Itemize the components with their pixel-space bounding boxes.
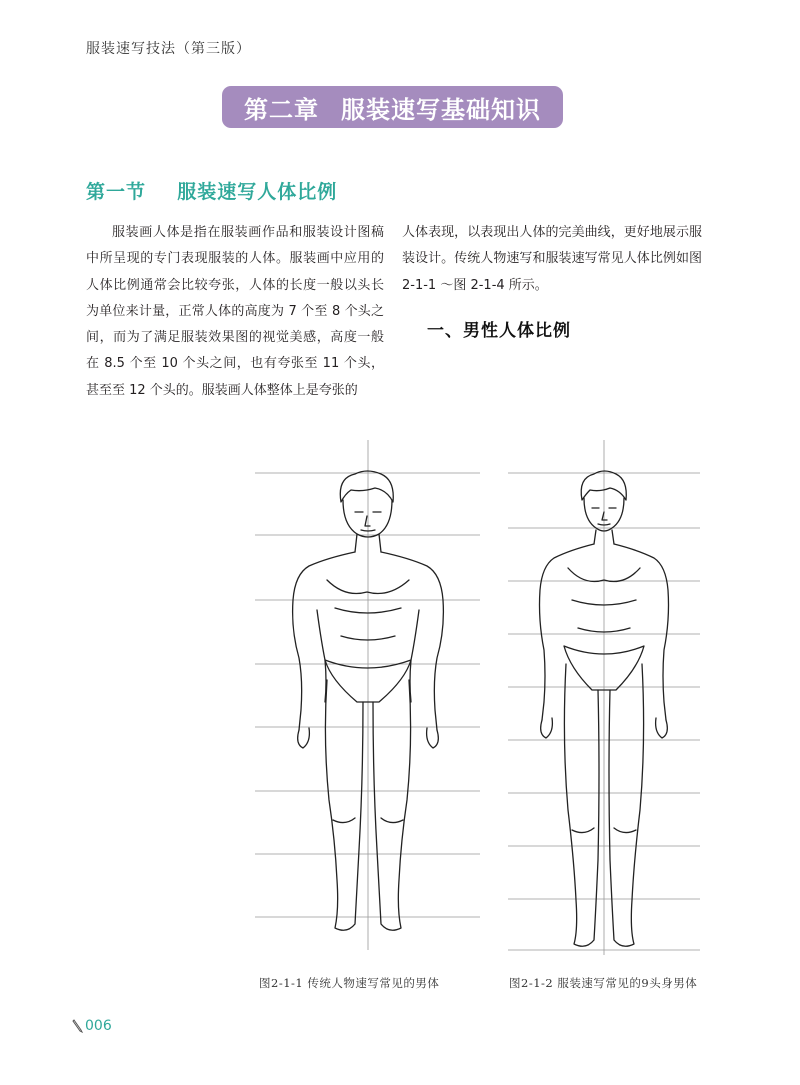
male-body-illustration-2 (508, 440, 700, 960)
figure-caption-2: 图2-1-2 服装速写常见的9头身男体 (509, 976, 698, 990)
page-number: 006 (85, 1018, 112, 1034)
subheading-male-proportion: 一、男性人体比例 (427, 321, 571, 341)
chapter-number: 第二章 (244, 95, 319, 124)
chapter-banner (222, 86, 563, 128)
section-number: 第一节 (86, 181, 147, 203)
page-footer (72, 1018, 112, 1034)
body-paragraph-left: 服装画人体是指在服装画作品和服装设计图稿中所呈现的专门表现服装的人体。服装画中应用的人体比例通常会比较夸张，人体的长度一般以头长为单位来计量，正常人体的高度为 7 个至 8 个头之间，而为了满足服装效果图的视觉美感，高度一般在 8.5 个至 10 个头之间，也有夸张至 11 个头，甚至至 12 个头的。服装画人体整体上是夸张的 (86, 225, 384, 398)
figure-caption-1: 图2-1-1 传统人物速写常见的男体 (259, 976, 440, 990)
figure-traditional-male-body (255, 440, 480, 960)
male-body-illustration-1 (255, 440, 480, 960)
body-paragraph-right: 人体表现，以表现出人体的完美曲线，更好地展示服装设计。传统人物速写和服装速写常见人体比例如图 2-1-1 ～图 2-1-4 所示。 (402, 225, 702, 293)
pencil-icon (72, 1019, 84, 1033)
section-title (86, 177, 337, 204)
chapter-title: 服装速写基础知识 (341, 95, 541, 124)
figure-nine-head-male-body (508, 440, 700, 960)
running-header: 服装速写技法（第三版） (86, 41, 251, 57)
section-name: 服装速写人体比例 (177, 181, 338, 203)
